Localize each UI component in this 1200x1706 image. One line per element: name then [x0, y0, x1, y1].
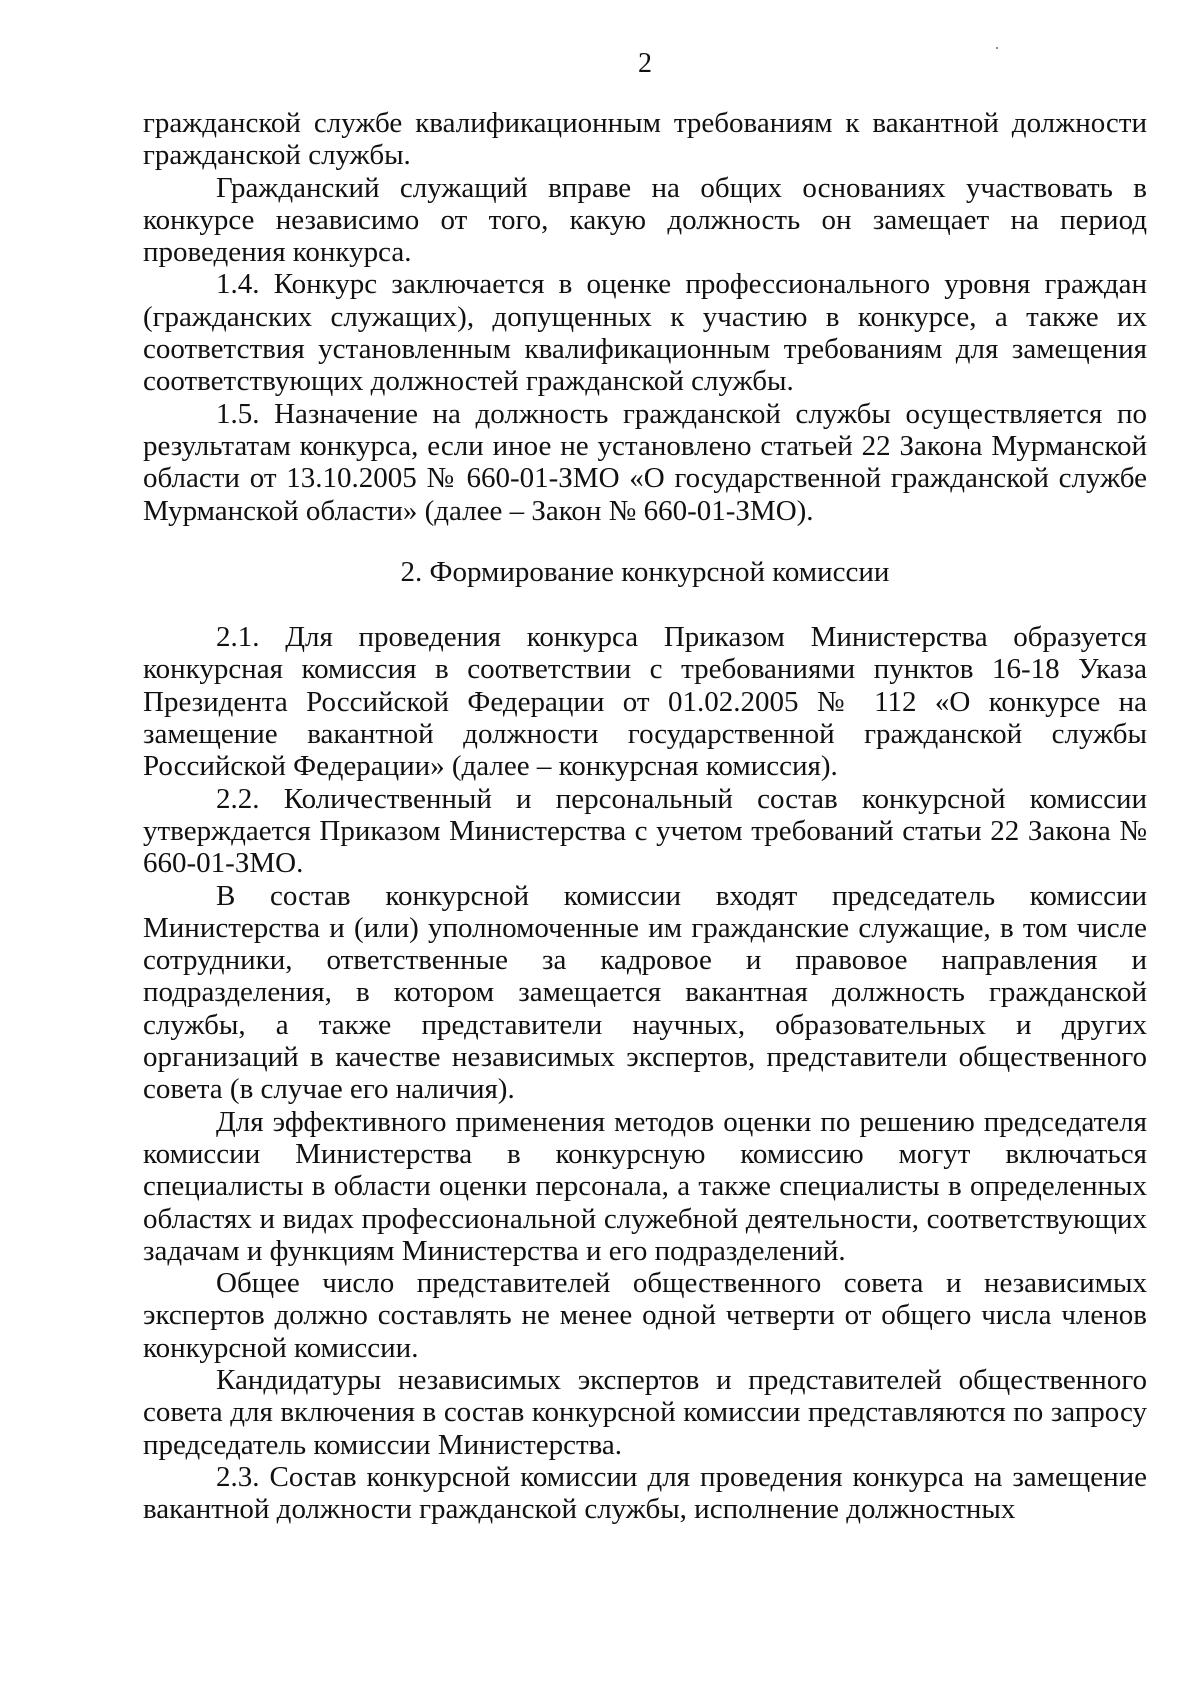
paragraph-2-3: 2.3. Состав конкурсной комиссии для проведения конкурса на замещение вакантной должности гражданской службы, исполнение должностных	[143, 1460, 1147, 1526]
paragraph-evaluation-specialists: Для эффективного применения методов оценки по решению председателя комиссии Министерства в конкурсную комиссию могут включаться специалисты в области оценки персонала, а также специалисты в определенных областях и видах профессиональной служебной деятельности, соответствующих задачам и функциям Министерства и его подразделений.	[143, 1105, 1147, 1267]
paragraph-1-5: 1.5. Назначение на должность гражданской службы осуществляется по результатам конкурса, если иное не установлено статьей 22 Закона Мурманской области от 13.10.2005 № 660-01-ЗМО «О государственной гражданской службе Мурманской области» (далее – Закон № 660-01-ЗМО).	[143, 397, 1147, 527]
page-number: 2	[638, 48, 652, 79]
paragraph-2-2: 2.2. Количественный и персональный состав конкурсной комиссии утверждается Приказом Министерства с учетом требований статьи 22 Закона № 660-01-ЗМО.	[143, 782, 1147, 880]
paragraph-2-1: 2.1. Для проведения конкурса Приказом Министерства образуется конкурсная комиссия в соответствии с требованиями пунктов 16-18 Указа Президента Российской Федерации от 01.02.2005 № 112 «О конкурсе на замещение вакантной должности государственной гражданской службы Российской Федерации» (далее – конкурсная комиссия).	[143, 621, 1147, 783]
scan-speck	[996, 47, 998, 49]
section-heading: 2. Формирование конкурсной комиссии	[400, 555, 890, 588]
paragraph-independent-experts-share: Общее число представителей общественного совета и независимых экспертов должно составлять не менее одной четверти от общего числа членов конкурсной комиссии.	[143, 1267, 1147, 1364]
paragraph-continuation: гражданской службе квалификационным требованиям к вакантной должности гражданской службы.	[143, 107, 1147, 172]
paragraph-1-4: 1.4. Конкурс заключается в оценке профессионального уровня граждан (гражданских служащих), допущенных к участию в конкурсе, а также их соответствия установленным квалификационным требованиям для замещения соответствующих должностей гражданской службы.	[143, 268, 1147, 398]
paragraph-commission-composition: В состав конкурсной комиссии входят председатель комиссии Министерства и (или) уполномоченные им гражданские служащие, в том числе сотрудники, ответственные за кадровое и правовое направления и подразделения, в котором замещается вакантная должность гражданской службы, а также представители научных, образовательных и других организаций в качестве независимых экспертов, представители общественного совета (в случае его наличия).	[143, 879, 1147, 1106]
paragraph-civil-servant-participation: Гражданский служащий вправе на общих основаниях участвовать в конкурсе независимо от того, какую должность он замещает на период проведения конкурса.	[143, 171, 1147, 269]
paragraph-candidates: Кандидатуры независимых экспертов и представителей общественного совета для включения в состав конкурсной комиссии представляются по запросу председатель комиссии Министерства.	[143, 1363, 1147, 1461]
document-body	[143, 107, 1147, 1525]
